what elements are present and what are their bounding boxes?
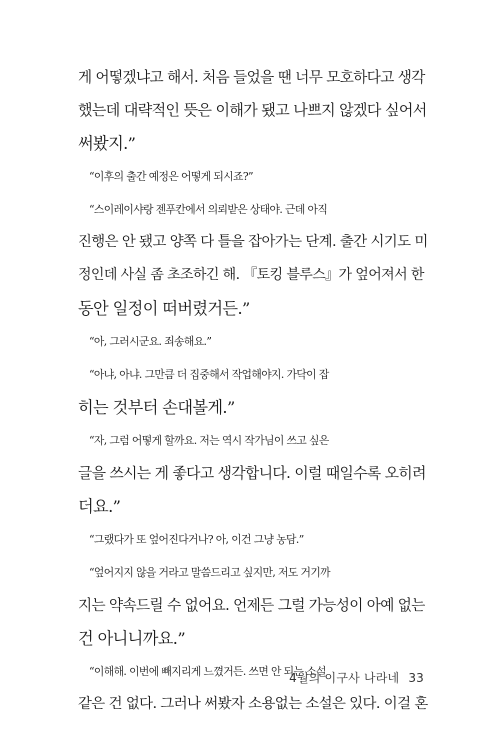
text-line: 써봤지.” [78, 134, 136, 153]
page-number: 33 [408, 671, 424, 685]
text-line: 진행은 안 됐고 양쪽 다 틀을 잡아가는 단계. 출간 시기도 미 [78, 234, 428, 250]
text-line: “엎어지지 않을 거라고 말씀드리고 싶지만, 저도 거기까 [89, 566, 330, 579]
text-line: 정인데 사실 좀 초조하긴 해. 『토킹 블루스』가 엎어져서 한 [78, 267, 424, 283]
page-footer [289, 669, 424, 686]
text-line: 히는 것부터 손대볼게.” [78, 398, 235, 417]
text-line: “스이레이샤랑 젠푸칸에서 의뢰받은 상태야. 근데 아직 [89, 203, 328, 216]
text-line: 게 어떻겠냐고 해서. 처음 들었을 땐 너무 모호하다고 생각 [78, 69, 425, 86]
text-line: “이해해. 이번에 빼지리게 느꼈거든. 쓰면 안 되는 소설 [89, 665, 326, 678]
text-line: “아냐, 아냐. 그만큼 더 집중해서 작업해야지. 가닥이 잡 [89, 368, 329, 381]
text-line: 같은 건 없다. 그러나 써봤자 소용없는 소설은 있다. 이걸 혼 [78, 696, 428, 712]
running-title: 4월의 이구사 나라네 [289, 671, 400, 685]
text-line: 글을 쓰시는 게 좋다고 생각합니다. 이럴 때일수록 오히려 [78, 465, 426, 482]
text-line: 건 아니니까요.” [78, 629, 185, 648]
text-line: 지는 약속드릴 수 없어요. 언제든 그럴 가능성이 아예 없는 [78, 597, 425, 614]
text-line: 더요.” [78, 497, 121, 516]
text-line: “아, 그러시군요. 죄송해요.” [89, 335, 212, 348]
text-line: 했는데 대략적인 뜻은 이해가 됐고 나쁘지 않겠다 싶어서 [78, 101, 427, 119]
text-line: “이후의 출간 예정은 어떻게 되시죠?” [89, 170, 253, 183]
page-body-text [78, 61, 428, 721]
text-line: 동안 일정이 떠버렸거든.” [78, 299, 250, 318]
text-line: “그랬다가 또 엎어진다거나? 아, 이건 그냥 농담.” [89, 533, 304, 546]
text-line: “자, 그럼 어떻게 할까요. 저는 역시 작가님이 쓰고 싶은 [89, 434, 329, 447]
